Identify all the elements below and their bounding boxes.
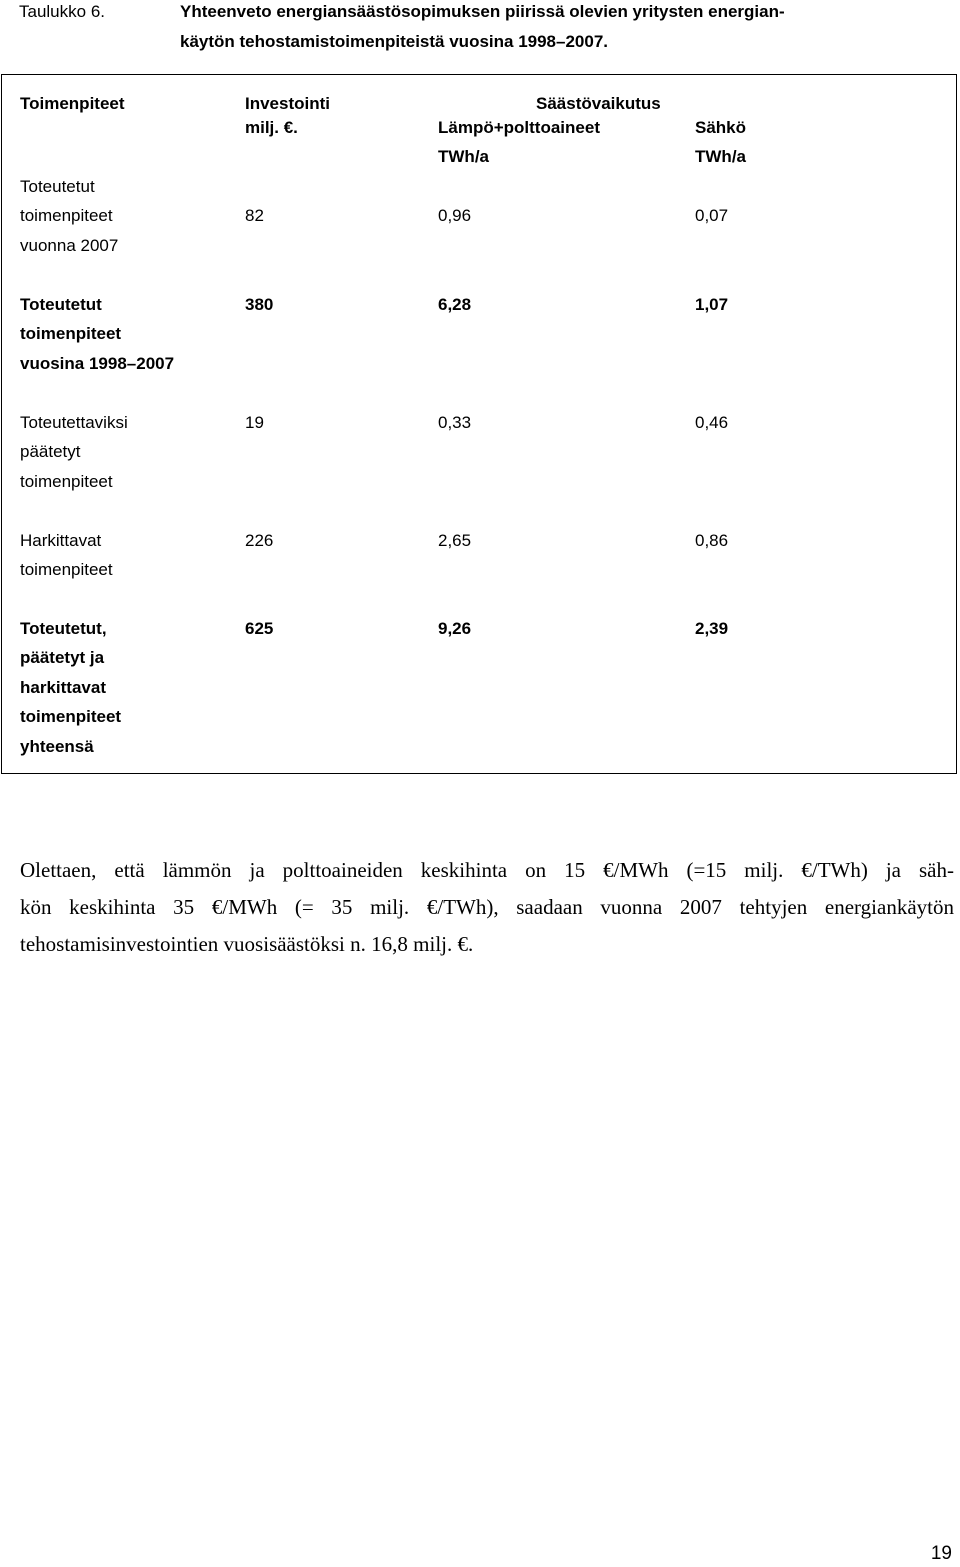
summary-table bbox=[1, 74, 957, 774]
header-savings: Säästövaikutus bbox=[536, 94, 661, 113]
row-5-investment: 625 bbox=[245, 619, 274, 638]
row-5-label-line-2: päätetyt ja bbox=[20, 648, 105, 667]
row-3-label-line-2: päätetyt bbox=[20, 442, 81, 461]
row-5-label-line-3: harkittavat bbox=[20, 678, 106, 697]
table-title-line-2: käytön tehostamistoimenpiteistä vuosina 1998–2007. bbox=[180, 32, 609, 51]
header-electricity: Sähkö bbox=[695, 118, 747, 137]
body-paragraph bbox=[20, 852, 954, 963]
header-heat-fuel: Lämpö+polttoaineet bbox=[438, 118, 600, 137]
row-2-label-line-3: vuosina 1998–2007 bbox=[20, 354, 175, 373]
row-3-label-line-3: toimenpiteet bbox=[20, 472, 113, 491]
row-4-investment: 226 bbox=[245, 531, 274, 550]
row-3-electricity: 0,46 bbox=[695, 413, 729, 432]
row-2-electricity: 1,07 bbox=[695, 295, 729, 314]
row-4-electricity: 0,86 bbox=[695, 531, 729, 550]
row-4-label-line-1: Harkittavat bbox=[20, 531, 102, 550]
row-1-label-line-1: Toteutetut bbox=[20, 177, 95, 196]
paragraph-line-1: Olettaen, että lämmön ja polttoaineiden keskihinta on 15 €/MWh (=15 milj. €/TWh) ja säh- bbox=[20, 858, 954, 882]
page-number: 19 bbox=[930, 1543, 952, 1564]
row-1-electricity: 0,07 bbox=[695, 206, 729, 225]
row-1-investment: 82 bbox=[245, 206, 264, 225]
header-measures: Toimenpiteet bbox=[20, 94, 125, 113]
row-2-investment: 380 bbox=[245, 295, 274, 314]
row-3-investment: 19 bbox=[245, 413, 264, 432]
row-5-label-line-5: yhteensä bbox=[20, 737, 94, 756]
header-heat-unit: TWh/a bbox=[438, 147, 489, 166]
row-5-electricity: 2,39 bbox=[695, 619, 729, 638]
paragraph-line-3: tehostamisinvestointien vuosisäästöksi n. 16,8 milj. €. bbox=[20, 932, 474, 956]
row-3-label-line-1: Toteutettaviksi bbox=[20, 413, 128, 432]
row-1-label-line-3: vuonna 2007 bbox=[20, 236, 119, 255]
row-5-heat: 9,26 bbox=[438, 619, 472, 638]
row-2-heat: 6,28 bbox=[438, 295, 472, 314]
row-4-label-line-2: toimenpiteet bbox=[20, 560, 113, 579]
row-3-heat: 0,33 bbox=[438, 413, 472, 432]
header-elec-unit: TWh/a bbox=[695, 147, 746, 166]
row-1-label-line-2: toimenpiteet bbox=[20, 206, 113, 225]
row-5-label-line-4: toimenpiteet bbox=[20, 707, 122, 726]
row-2-label-line-2: toimenpiteet bbox=[20, 324, 122, 343]
header-investment: Investointi bbox=[245, 94, 331, 113]
table-label: Taulukko 6. bbox=[19, 2, 105, 21]
table-title-line-1: Yhteenveto energiansäästösopimuksen piirissä olevien yritysten energian- bbox=[180, 2, 785, 21]
row-5-label-line-1: Toteutetut, bbox=[20, 619, 107, 638]
header-investment-unit: milj. €. bbox=[245, 118, 298, 137]
row-2-label-line-1: Toteutetut bbox=[20, 295, 102, 314]
row-4-heat: 2,65 bbox=[438, 531, 472, 550]
paragraph-line-2: kön keskihinta 35 €/MWh (= 35 milj. €/TWh), saadaan vuonna 2007 tehtyjen energiankäytön bbox=[20, 895, 954, 919]
row-1-heat: 0,96 bbox=[438, 206, 472, 225]
